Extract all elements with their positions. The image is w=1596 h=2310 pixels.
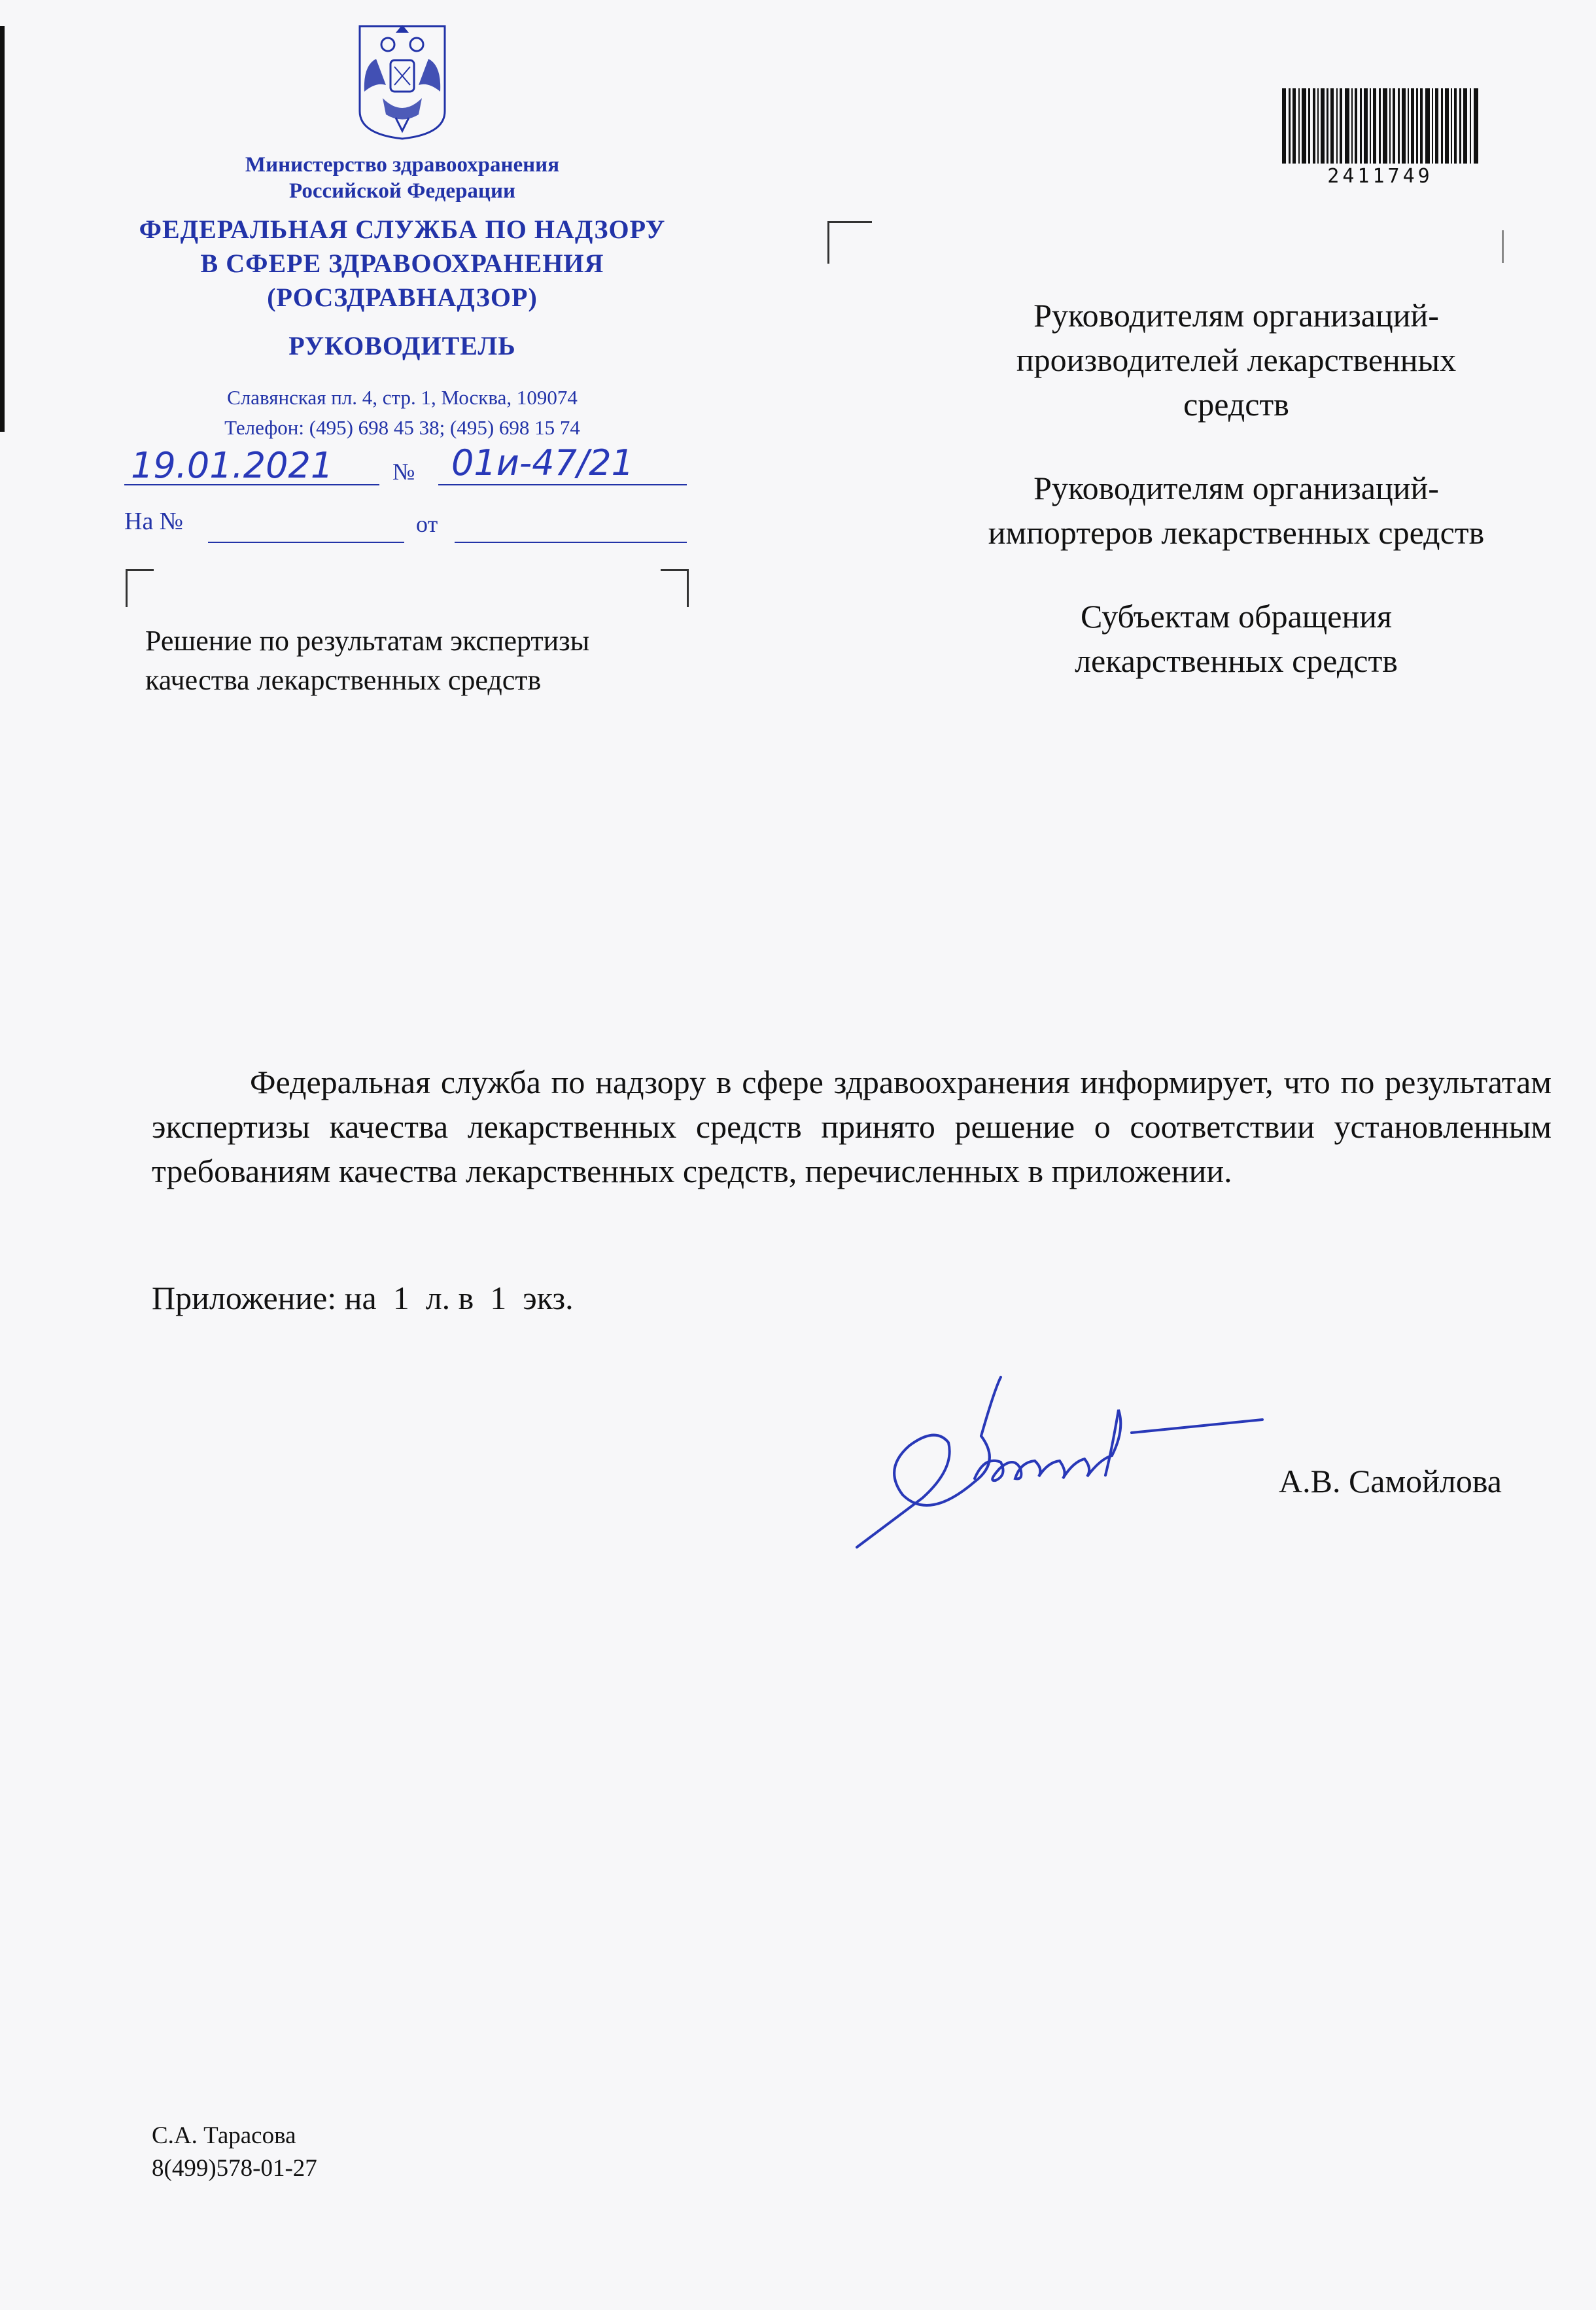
body-paragraph: Федеральная служба по надзору в сфере здравоохранения информирует, что по результатам экспертизы качества лекарственных средств принято решение о соответствии установленным требованиям качества лекарственных средств, перечисленных в приложении. [152, 1064, 1552, 1189]
scan-edge-line [0, 26, 5, 432]
barcode-number: 2411749 [1327, 165, 1433, 188]
address: Славянская пл. 4, стр. 1, Москва, 109074 [227, 386, 578, 409]
addressee-subjects: Субъектам обращения лекарственных средств [1075, 598, 1398, 679]
subject-bracket-left [126, 569, 154, 607]
address-bracket-left [827, 221, 872, 264]
address-block [105, 383, 700, 443]
barcode [1282, 88, 1478, 164]
executor-name: С.А. Тарасова [152, 2122, 296, 2149]
number-label: № [392, 459, 415, 485]
addressee-manufacturers: Руководителям организаций- производителей лекарственных средств [1016, 297, 1457, 423]
address-bracket-right [1502, 230, 1504, 263]
phone: Телефон: (495) 698 45 38; (495) 698 15 74 [224, 416, 580, 439]
addressee-importers: Руководителям организаций- импортеров лекарственных средств [988, 470, 1485, 551]
subject-bracket-right [661, 569, 689, 607]
letter-body [152, 1060, 1552, 1193]
executor-phone: 8(499)578-01-27 [152, 2155, 317, 2182]
ministry-name: Министерство здравоохранения Российской Федерации [245, 153, 560, 203]
reference-date-line [455, 542, 687, 543]
subject: Решение по результатам экспертизы качества лекарственных средств [145, 625, 590, 696]
addressees [912, 293, 1560, 722]
registration-date: 19.01.2021 [131, 445, 334, 486]
reference-from-label: от [416, 511, 438, 537]
signer-name: А.В. Самойлова [1279, 1463, 1502, 1499]
registration-number: 01и-47/21 [451, 442, 634, 483]
coat-of-arms-emblem [350, 20, 455, 141]
reference-label: На № [124, 508, 184, 535]
head-title: РУКОВОДИТЕЛЬ [288, 331, 516, 360]
executor-block [152, 2120, 317, 2185]
date-underline [124, 484, 379, 485]
number-underline [438, 484, 687, 485]
reference-number-line [208, 542, 404, 543]
appendix-note: Приложение: на 1 л. в 1 экз. [152, 1280, 574, 1316]
handwritten-signature [844, 1364, 1269, 1560]
service-name: ФЕДЕРАЛЬНАЯ СЛУЖБА ПО НАДЗОРУ В СФЕРЕ ЗДРАВООХРАНЕНИЯ (РОСЗДРАВНАДЗОР) [139, 215, 666, 312]
